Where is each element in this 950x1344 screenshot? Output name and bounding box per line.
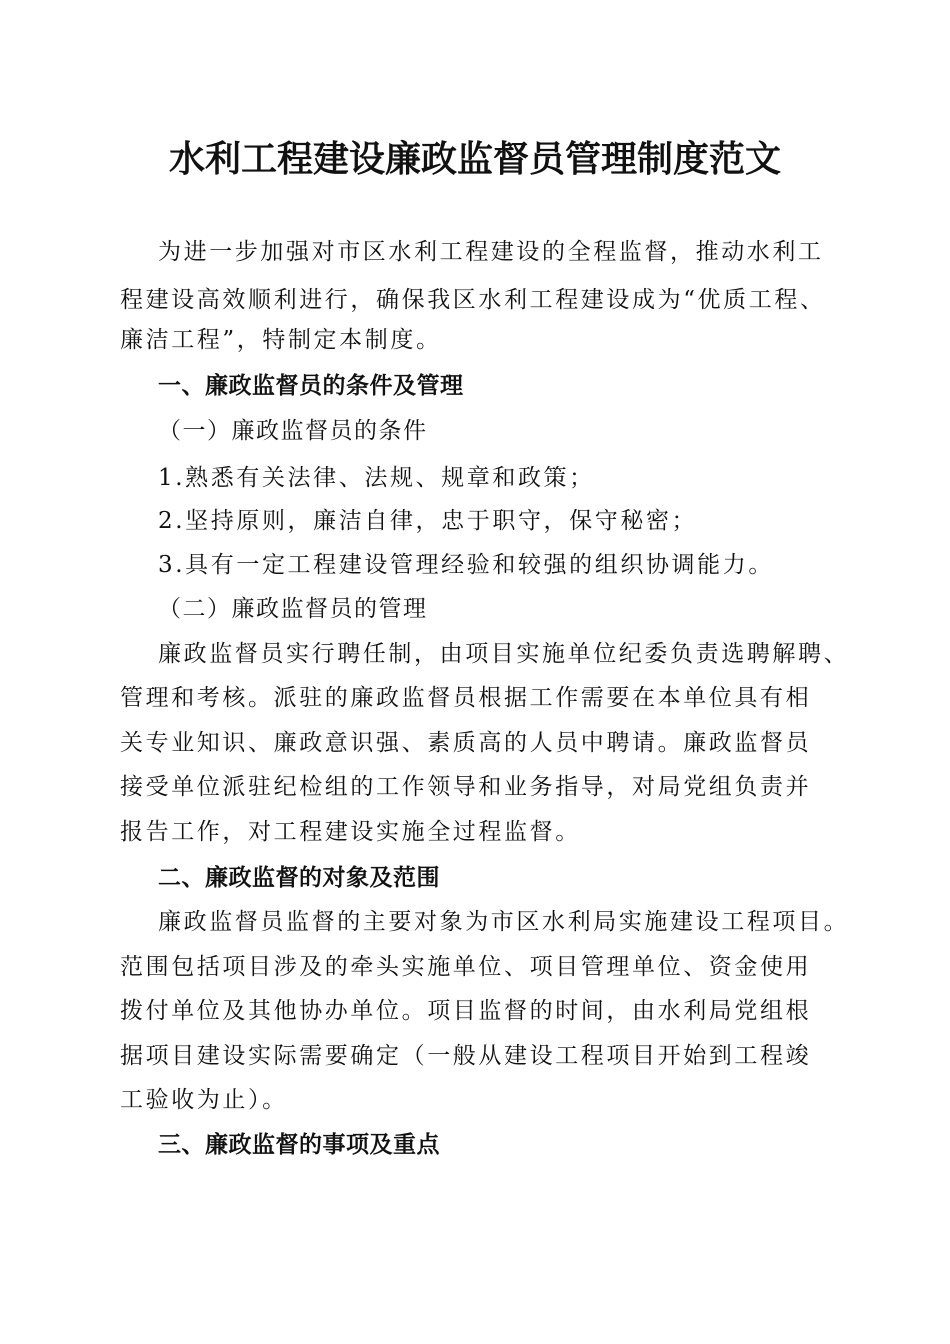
management-line: 关专业知识、廉政意识强、素质高的人员中聘请。廉政监督员 [120, 730, 812, 756]
scope-line: 工验收为止）。 [120, 1087, 288, 1113]
scope-line: 范围包括项目涉及的牵头实施单位、项目管理单位、资金使用 [120, 954, 812, 980]
condition-item: 2.坚持原则，廉洁自律，忠于职守，保守秘密； [158, 508, 698, 534]
intro-line: 为进一步加强对市区水利工程建设的全程监督，推动水利工 [158, 239, 824, 265]
intro-line: 廉洁工程”，特制定本制度。 [120, 327, 442, 353]
scope-line: 廉政监督员监督的主要对象为市区水利局实施建设工程项目。 [158, 909, 850, 935]
section-1-heading: 一、廉政监督员的条件及管理 [158, 373, 464, 399]
management-line: 接受单位派驻纪检组的工作领导和业务指导，对局党组负责并 [120, 774, 812, 800]
scope-line: 拨付单位及其他协办单位。项目监督的时间，由水利局党组根 [120, 998, 812, 1024]
scope-line: 据项目建设实际需要确定（一般从建设工程项目开始到工程竣 [120, 1043, 812, 1069]
subsection-1-heading: （一）廉政监督员的条件 [158, 418, 428, 444]
condition-item: 3.具有一定工程建设管理经验和较强的组织协调能力。 [158, 552, 774, 578]
management-line: 报告工作，对工程建设实施全过程监督。 [120, 819, 581, 845]
intro-line: 程建设高效顺利进行，确保我区水利工程建设成为“优质工程、 [120, 287, 826, 313]
section-3-heading: 三、廉政监督的事项及重点 [158, 1132, 440, 1158]
management-line: 管理和考核。派驻的廉政监督员根据工作需要在本单位具有相 [120, 685, 812, 711]
section-2-heading: 二、廉政监督的对象及范围 [158, 865, 440, 891]
management-line: 廉政监督员实行聘任制，由项目实施单位纪委负责选聘解聘、 [158, 641, 850, 667]
subsection-2-heading: （二）廉政监督员的管理 [158, 596, 428, 622]
document-title: 水利工程建设廉政监督员管理制度范文 [168, 139, 781, 180]
condition-item: 1.熟悉有关法律、法规、规章和政策； [158, 465, 595, 491]
